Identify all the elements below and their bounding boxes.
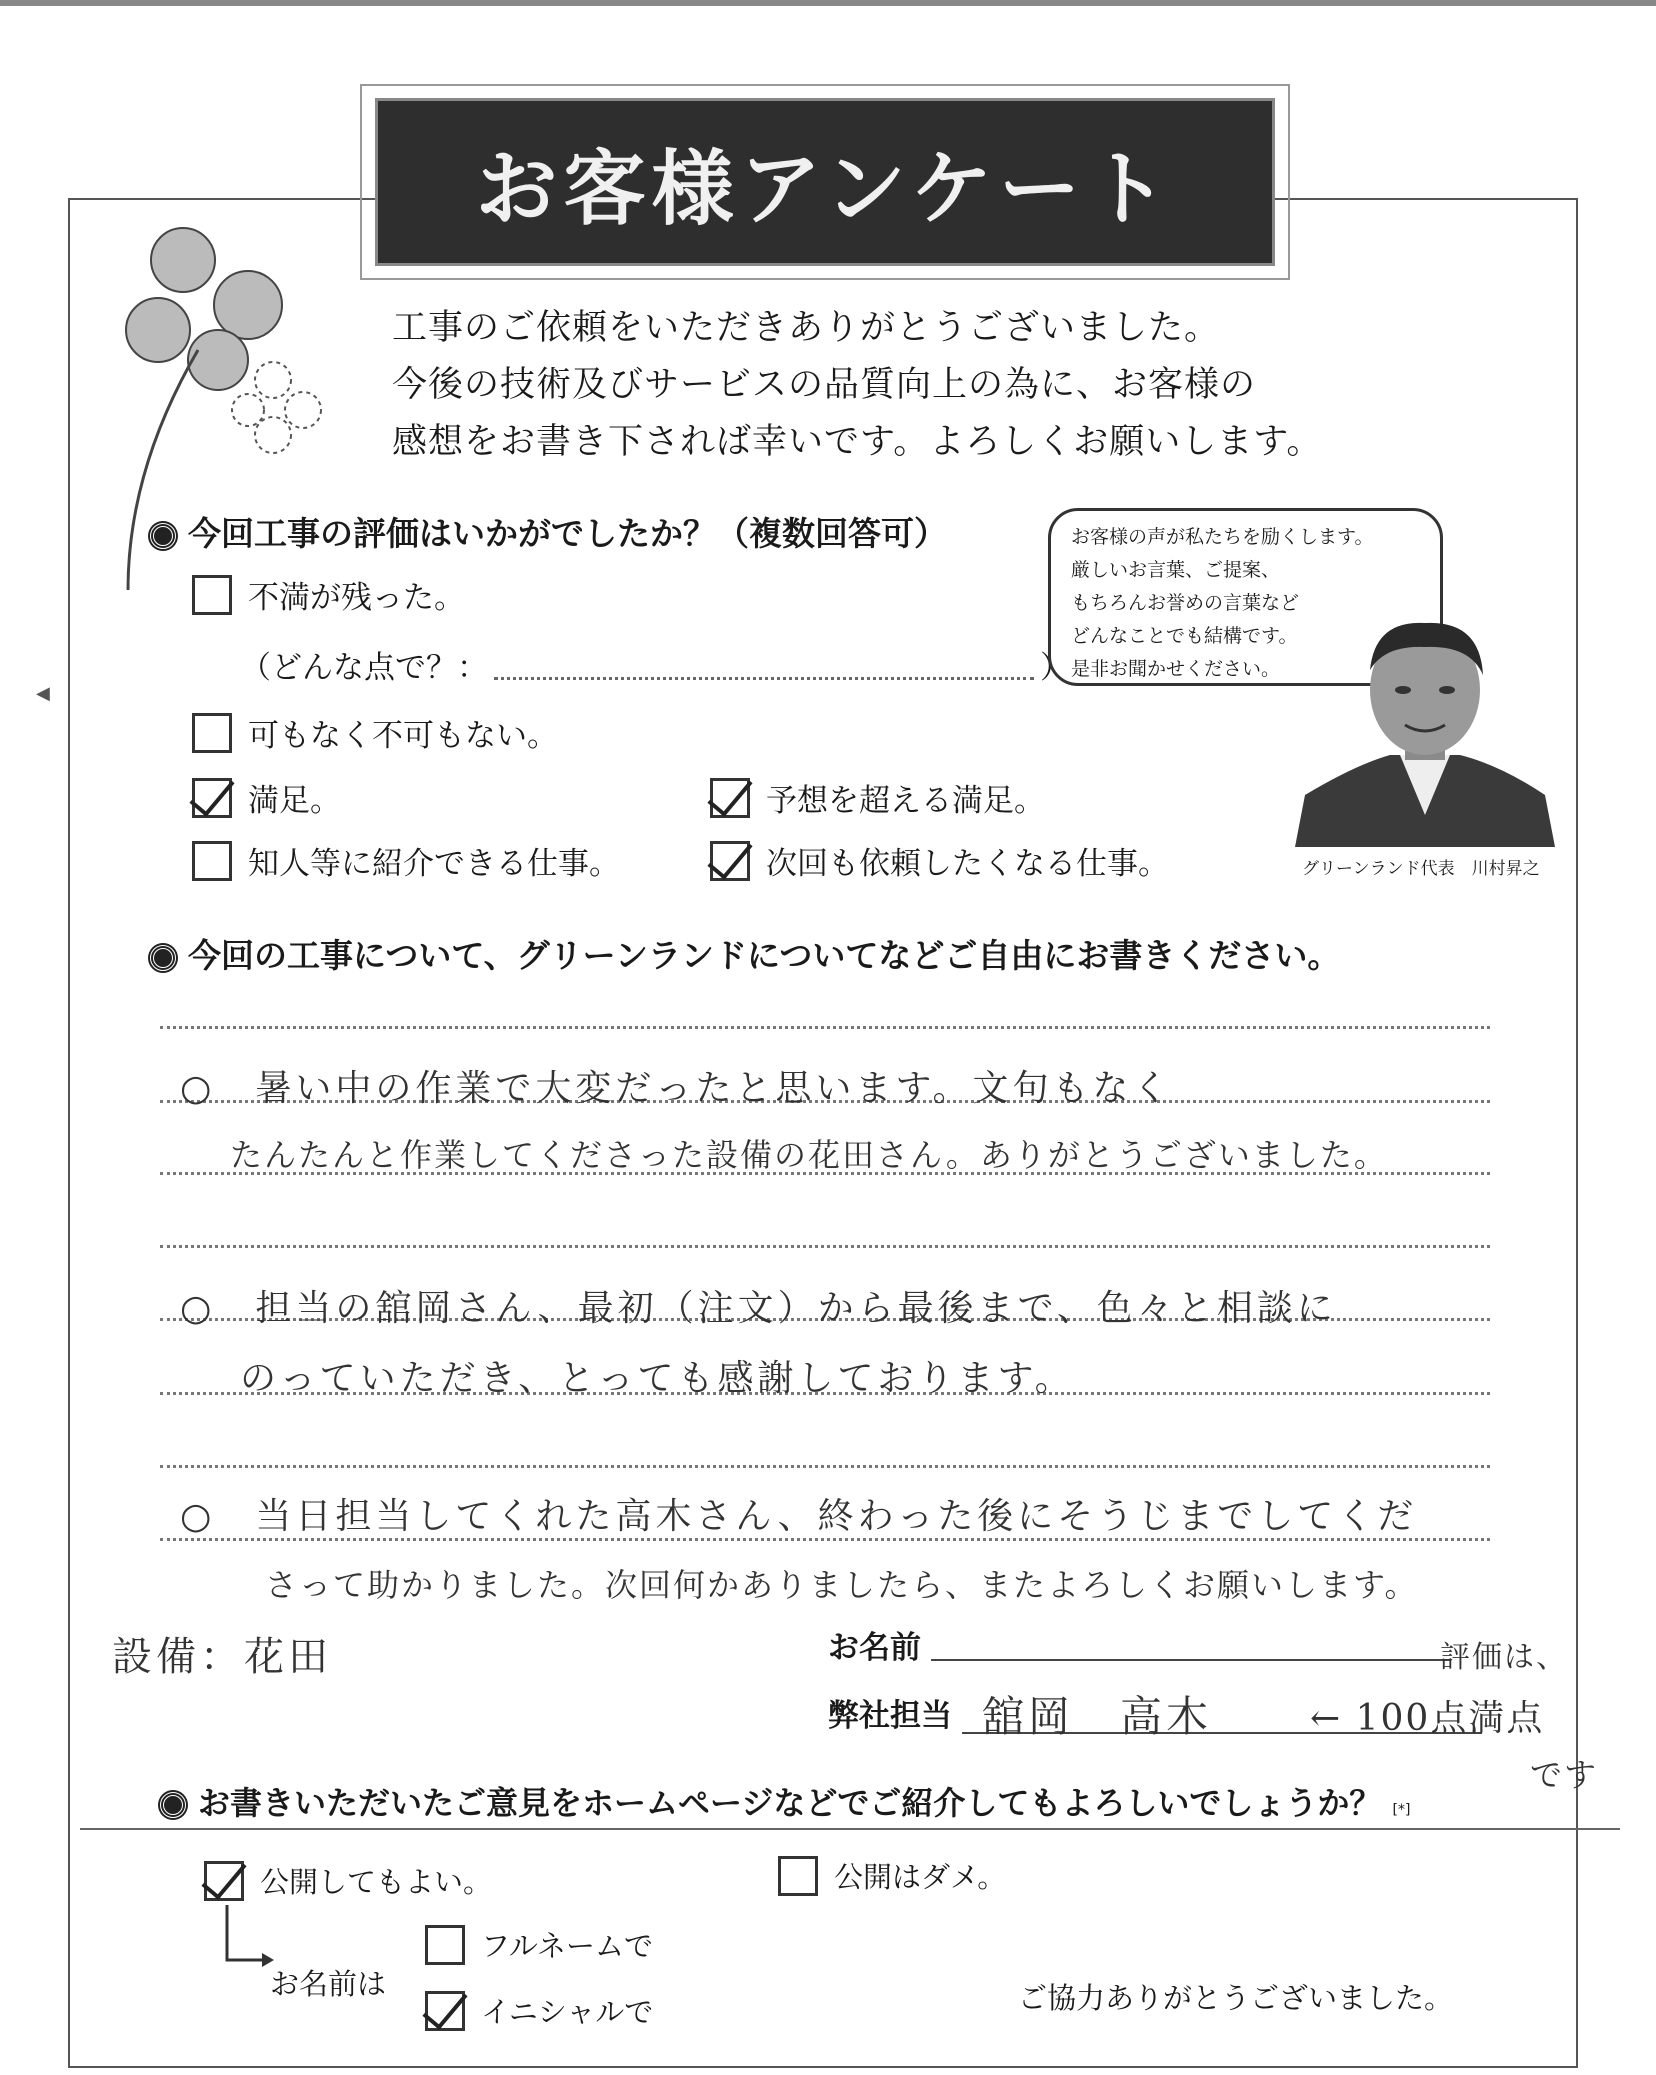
option-label: お名前は (270, 1967, 387, 2001)
bubble-line: 是非お聞かせください。 (1071, 658, 1281, 680)
option-label: フルネームで (481, 1929, 653, 1963)
scan-top-edge (0, 0, 1656, 6)
option-label: 知人等に紹介できる仕事。 (248, 846, 620, 882)
option-label: 公開してもよい。 (260, 1865, 493, 1899)
name-is-label (270, 1962, 386, 2003)
option-label: 公開はダメ。 (834, 1860, 1007, 1894)
option-satisfied[interactable] (192, 775, 341, 820)
intro-text (392, 300, 1322, 471)
checkbox-private[interactable] (778, 1856, 818, 1896)
title-banner (375, 98, 1275, 266)
portrait-caption: グリーンランド代表 川村昇之 (1302, 859, 1540, 879)
name-row (828, 1622, 1451, 1667)
option-again[interactable] (710, 838, 1169, 883)
reason-suffix: ） (1040, 650, 1071, 686)
option-public[interactable] (204, 1860, 492, 1901)
option-label: 満足。 (248, 783, 341, 819)
checkbox-again[interactable] (710, 841, 750, 881)
question-1 (150, 508, 947, 555)
option-average[interactable] (192, 710, 558, 755)
reason-field[interactable] (494, 649, 1034, 680)
bubble-line: どんなことでも結構です。 (1071, 625, 1298, 647)
handwritten-answer: のっていただき、とっても感謝しております。 (240, 1358, 1075, 1399)
handwritten-note: ← 100点満点 (1310, 1698, 1545, 1739)
checkbox-dissatisfied[interactable] (192, 575, 232, 615)
question-3 (160, 1778, 1410, 1824)
handwritten-answer: ○ 暑い中の作業で大変だったと思います。文句もなく (180, 1068, 1173, 1109)
handwritten-note: 設備：花田 (112, 1634, 332, 1680)
handwritten-answer: たんたんと作業してくださった設備の花田さん。ありがとうございました。 (230, 1136, 1388, 1174)
answer-line (160, 1465, 1490, 1468)
question-2 (150, 930, 1340, 977)
option-dissatisfied[interactable] (192, 572, 465, 617)
answer-line (160, 1245, 1490, 1248)
page-title: お客様アンケート (475, 141, 1175, 237)
option-label: イニシャルで (481, 1995, 654, 2029)
bullet-icon (150, 945, 176, 971)
checkbox-recommend[interactable] (192, 841, 232, 881)
handwritten-note: 評価は、 (1440, 1640, 1568, 1675)
intro-line: 工事のご依頼をいただきありがとうございました。 (392, 308, 1221, 348)
thanks-text (1018, 1976, 1453, 2017)
representative-portrait (1295, 615, 1555, 847)
name-field[interactable] (931, 1629, 1451, 1661)
intro-line: 今後の技術及びサービスの品質向上の為に、お客様の (392, 365, 1257, 405)
handwritten-answer: ○ 当日担当してくれた高木さん、終わった後にそうじまでしてくだ (180, 1496, 1418, 1537)
reason-row (240, 642, 1071, 687)
option-label: 可もなく不可もない。 (248, 718, 558, 754)
bullet-icon (150, 523, 176, 549)
option-label: 次回も依頼したくなる仕事。 (766, 846, 1169, 882)
answer-line (160, 1026, 1490, 1029)
question-1-label: 今回工事の評価はいかがでしたか？（複数回答可） (188, 514, 947, 553)
option-label: 予想を超える満足。 (766, 783, 1045, 819)
name-label: お名前 (828, 1630, 921, 1666)
staff-value: 舘岡 高木 (982, 1691, 1213, 1741)
checkbox-satisfied[interactable] (192, 778, 232, 818)
option-fullname[interactable] (425, 1924, 653, 1965)
checkbox-public[interactable] (204, 1861, 244, 1901)
thanks-label: ご協力ありがとうございました。 (1018, 1981, 1454, 2015)
bubble-line: 厳しいお言葉、ご提案、 (1071, 559, 1281, 581)
checkbox-fullname[interactable] (425, 1925, 465, 1965)
intro-line: 感想をお書き下されば幸いです。よろしくお願いします。 (392, 422, 1323, 462)
option-label: 不満が残った。 (248, 580, 465, 616)
bubble-line: もちろんお誉めの言葉など (1071, 592, 1300, 614)
reason-prefix: （どんな点で？： (240, 650, 488, 686)
bullet-icon (160, 1792, 186, 1818)
option-beyond[interactable] (710, 775, 1045, 820)
handwritten-answer: ○ 担当の舘岡さん、最初（注文）から最後まで、色々と相談に (180, 1288, 1337, 1329)
staff-label: 弊社担当 (828, 1698, 952, 1734)
question-3-label: お書きいただいたご意見をホームページなどでご紹介してもよろしいでしょうか？ (198, 1784, 1382, 1822)
checkbox-beyond[interactable] (710, 778, 750, 818)
handwritten-answer: さって助かりました。次回何かありましたら、またよろしくお願いします。 (265, 1566, 1419, 1604)
divider (80, 1828, 1620, 1830)
scan-mark: [*] (1392, 1802, 1411, 1818)
handwritten-note: です (1530, 1756, 1599, 1794)
option-private[interactable] (778, 1855, 1006, 1896)
option-recommend[interactable] (192, 838, 620, 883)
bubble-line: お客様の声が私たちを励くします。 (1071, 526, 1374, 548)
checkbox-average[interactable] (192, 713, 232, 753)
question-2-label: 今回の工事について、グリーンランドについてなどご自由にお書きください。 (188, 936, 1341, 975)
option-initial[interactable] (425, 1990, 653, 2031)
checkbox-initial[interactable] (425, 1991, 465, 2031)
margin-arrow-icon: ◀ (36, 683, 50, 704)
